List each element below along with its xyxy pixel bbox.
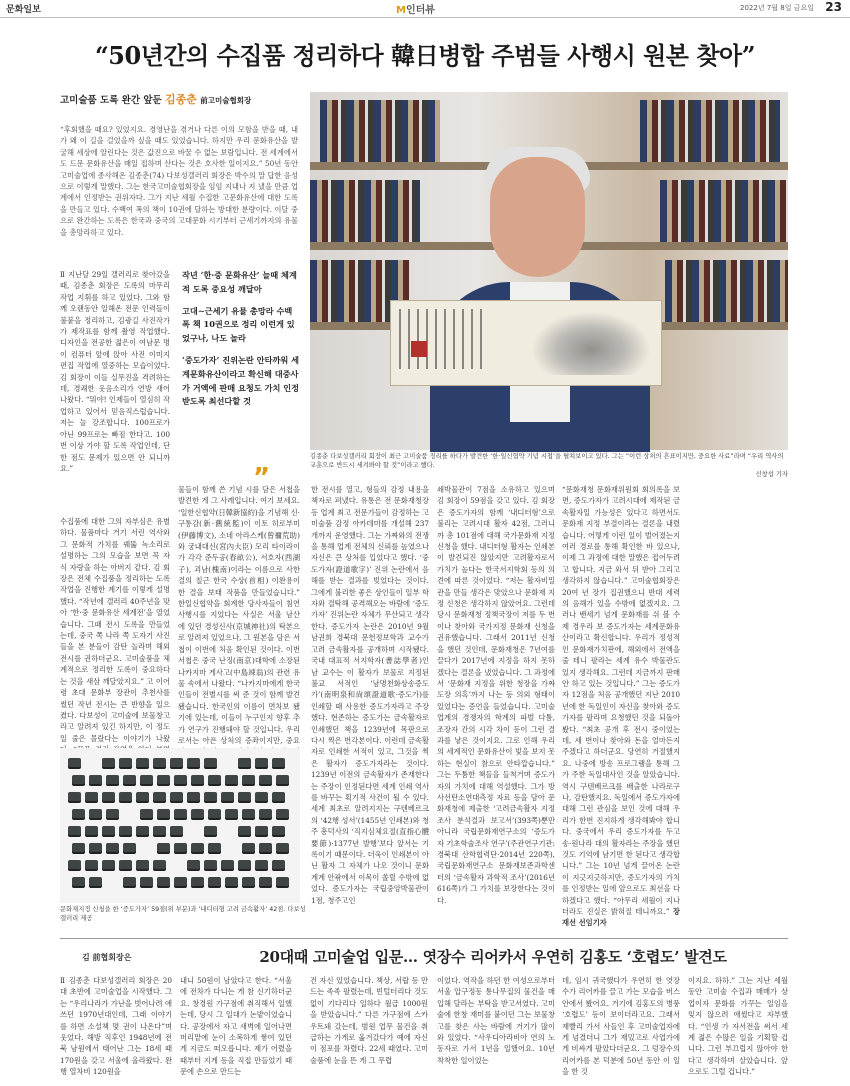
sidebar-column-3: 건 자신 있었습니다. 책상, 서랍 등 만드는 족족 팔렸는데, 빈털터리다 것도 없이 기다리다 일하다 월급 1000원을 받았습니다.” 다른 가구점에 스카우트돼 갔는데, 범원 업무 물건을 취급하는 가게로 옮겨갔다가 예에 자신이 점포를 차렸다. 22세 때였다. 고미술품에 눈을 뜬 게 그 무렵 — [310, 976, 428, 1065]
books-row — [665, 260, 788, 322]
metal-type-piece — [221, 860, 234, 869]
metal-type-piece — [187, 758, 200, 767]
metal-type-piece — [204, 826, 217, 835]
metal-type-piece — [272, 860, 285, 869]
photo-caption — [310, 452, 788, 479]
metal-type-piece — [187, 792, 200, 801]
metal-type-piece — [208, 809, 221, 818]
photo-caption-text: 김종춘 다보성갤러리 회장이 최근 고미술품 정리를 하다가 발견한 ‘한·일신협약 기념 시첩’을 펼쳐보이고 있다. 그는 “이런 상처의 흔표이지만, 중요한 사료”라며 “우리 역사의 교훈으로 반드시 세겨봐야 할 것”이라고 했다. — [310, 453, 784, 469]
metal-type-piece — [221, 792, 234, 801]
byline: 장재선 선임기자 — [562, 907, 680, 928]
metal-type-piece — [157, 775, 170, 784]
metal-type-piece — [136, 860, 149, 869]
section-divider — [60, 938, 788, 939]
metal-type-piece — [238, 826, 251, 835]
sidebar-headline: 20대때 고미술업 입문… 엿장수 리어카서 우연히 김홍도 ‘호렵도’ 발견도 — [259, 948, 727, 966]
metal-type-piece — [119, 826, 132, 835]
interview-photo — [310, 92, 788, 450]
body-column-5-text: “문화재청 문화재위원회 회의록을 보면, 증도가자가 고려시대에 제작된 금속활자일 가능성은 있다고 하면서도 문화재 지정 부결이라는 결론을 내렸습니다. 어떻게 이런 일이 벌어졌는지 여러 경로를 통해 확인한 바 있으나, 이제 그 과정에 대한 말했은 접어두려고 합니다. 지금 와서 뒤 받아 그리고 생각하지 않습니다.” 고미술협회장은 20여 년 장가 집권했으니 반대 세력의 음해가 있을 수밖에 없겠지요. 그러나 밴세기 넘게 문화재를 쉬 볼 수 제 경우라 보 증도가자는 세계문화유산이라고 확신합니다. 우리가 정성적인 문화재가치판에, 해외에서 전액을 줄 테니 팔라는 세계 유수 박물관도 있지 생각해요. 그런데 지금까지 판매 안 하고 있는 것입니다.” 그는 증도가자 12점을 처음 공개했던 지난 2010년에 한 독일인이 자신을 찾아와 증도가자를 팔라며 요청했던 것을 되돌아봤다. “최초 공개 후 전시 중이었는데, 세 번이나 찾아와 돈을 얼마든지 주겠다고 하더군요. 당연히 거절했지요. 나중에 방송 프로그램을 통해 그가 주한 독일대사인 것을 알았습니다. 역시 구텐베르크를 배출한 나라로구나, 감탄했지요. 독일에서 증도가자에 대해 그런 관심을 보인 것에 대해 우리가 한번 진지하게 생각해봐야 합니다. 중국에서 우리 증도가자를 두고 송·원나라 대의 활자라는 주장을 했던 것도 기억에 남기면 한 된다고 생각합니다.” 그는 10년 넘게 끌어온 논란이 지긋지긋하지만, 증도가자의 가치를 인정받는 일에 앞으로도 최선을 다하겠다고 했다. “아무리 세월이 지나더라도 진실은 밝혀질 테니까요.” — [562, 485, 680, 917]
books-row — [640, 100, 780, 162]
pull-quote-3: ‘중도가자’ 진위논란 안타까워 세계문화유산이라고 확신해 대중사가 거액에 판매 요청도 가치 인정받도록 최선다할 것 — [182, 354, 300, 407]
metal-type-piece — [136, 826, 149, 835]
metal-type-piece — [106, 809, 119, 818]
metal-type-piece — [259, 809, 272, 818]
sidebar-column-2: 내니 50원이 남았다고 한다. “서울에 전차가 다니는 게 참 신기하더군요. 창경원 가구점에 취직해서 일했는데, 당시 그 일대가 논밭이었습니다. 공장에서 자고 새벽에 일어나면 머리맡에 눈이 소복하게 쌓여 있던 게 지금도 떠오릅니다. 제가 어렸을 때부터 지게 등을 직접 만들었기 때문에 손으로 만드는 — [180, 976, 292, 1077]
metal-type-photo — [60, 748, 300, 903]
section-name: 인터뷰 — [405, 5, 435, 16]
metal-type-piece — [123, 843, 136, 852]
metal-type-piece — [191, 877, 204, 886]
metal-type-piece — [157, 877, 170, 886]
metal-type-piece — [208, 843, 221, 852]
pull-quote-box — [182, 269, 300, 417]
publication-name: 문화일보 — [6, 5, 41, 15]
metal-type-piece — [106, 843, 119, 852]
metal-type-piece — [72, 843, 85, 852]
body-column-2: 물들이 함께 쓴 기념 시를 담은 서첩을 발견한 게 그 사례입니다. 여기 보세요. ‘일한신협약(日韓新協約)을 기념해 신·구통감(新·舊統監)이 이토 히로부미(伊藤博文), 소네 아라스케(曾禰荒助)와 궁내대신(宮內大臣) 모리 타이라이가 각각 준두공(春畝公), 서호자(西湖子), 괴남(槐南)이라는 이름으로 사한 결의 칠근 한국 수상(首相) 이완용이 한 결을 보태 작품을 만들었습니다.” 한일신협약을 회계한 당사자들이 침연 사행시를 지었다는 사실은 서울 남산에 있던 경성신사(京城神社)의 탁본으로 알려져 있었으나, 그 원본을 담은 서첩이 이번에 처음 확인된 것이다. 이번 서첩은 중국 난징(南京)대학에 소장된 나카지마 게사고(中島竦翁)의 관련 유물 속에서 나왔다. “나카지마에게 한국인들이 전별시를 써 준 것이 함께 발견됐습니다. 한국인의 이름이 면차보 됐기에 있는데, 이들이 누구인지 향후 추가 연구가 진행돼야 할 것입니다. 우리로서는 아픈 상처의 증좌이지만, 중요 — [178, 485, 300, 745]
metal-type-piece — [259, 775, 272, 784]
subhead-name: 김종춘 — [165, 93, 197, 106]
lead-paragraph: “후회했을 때요? 있었지요. 경영난을 겪거나 다른 이의 모함을 받을 때, 내가 왜 이 길을 걸었을까 싶을 때도 있었습니다. 하지만 우리 문화유산을 발굴해 세상에 알린다는 것은 값진으로 바꿀 수 없는 보람입니다. 전 세계에서도 드문 문화유산을 매일 접하며 산다는 것은 호사한 일이지요.” 50년 동안 고미술업에 종사해온 김종춘(74) 다보성갤러리 회장은 박수의 말 답한 음성으로 이렇게 말했다. 그는 한국고미술협회장을 임임 지내나 지 냈을 만큼 업계에서 인정받는 권위자다. 그가 지난 세월 수집한 고문화유산에 대한 도록을 만들고 있다. 수백여 폭의 책이 10권에 달하는 방대한 분량이다. 이달 중으로 완간하는 도록은 한국과 중국의 고대문화 시기부터 근세기까지의 유물을 총망라하고 있다. — [60, 125, 298, 237]
sidebar-column-4: 이었다. 역작을 하던 한 여성으로부터 서울 압구정동 통나무집의 물건을 매입해 달라는 부탁을 받고서였다. 고미술에 한창 재미를 붙이던 그는 보물창고를 찾은 사는 바람에 거기가 많이 와 있었다. “사우디아라비아 연의 노동자로 가서 1년을 일했어요. 10년 착착한 일이었는 — [437, 976, 555, 1065]
metal-type-piece — [276, 843, 289, 852]
metal-type-piece — [204, 758, 217, 767]
metal-type-piece — [225, 775, 238, 784]
metal-type-piece — [68, 826, 81, 835]
commemorative-scroll — [390, 300, 662, 386]
sidebar-column-1: Ⅱ 김종춘 다보성갤러리 회장은 20대 초반에 고미술업을 시작했다. 그는 “우리나라가 가난을 벗어나려 애쓰던 1970년대인데, 그래 이야기를 하면 소설책 몇 권이 나온다”며 웃었다. 해방 직후인 1948년에 전북 남원에서 태어난 그는 18세 때 170원을 갖고 서울에 올라왔다. 완행 열차비 120원을 — [60, 976, 172, 1077]
metal-type-piece — [238, 758, 251, 767]
metal-type-piece — [204, 792, 217, 801]
metal-type-piece — [238, 792, 251, 801]
metal-type-piece — [153, 758, 166, 767]
metal-type-piece — [204, 860, 217, 869]
page-number: 23 — [825, 0, 842, 14]
metal-type-piece — [102, 758, 115, 767]
metal-type-piece — [255, 826, 268, 835]
metal-type-piece — [276, 809, 289, 818]
quote-mark-icon: ” — [253, 463, 265, 493]
metal-type-piece — [272, 826, 285, 835]
sidebar-label: 김 前협회장은 — [82, 953, 132, 962]
metal-type-piece — [225, 809, 238, 818]
sidebar-column-5: 데, 임시 귀국했다가 우연히 한 엿장수가 리어카를 끌고 가는 모습을 버스 안에서 봤어요. 거기에 김홍도의 병풍 ‘호렵도’ 등이 보이더라고요. 그래서 재빨리 가서 사들인 후 고미술업자에게 넘겼더니 그가 재밌고로 사업가에게 비싸게 팔았다더군요. 그 덩장수의 리어카를 본 덕분에 50년 동안 이 일을 한 것 — [562, 976, 680, 1077]
metal-type-piece — [208, 877, 221, 886]
metal-type-piece — [72, 775, 85, 784]
metal-type-piece — [170, 792, 183, 801]
metal-type-piece — [153, 860, 166, 869]
metal-type-piece — [255, 792, 268, 801]
metal-type-piece — [187, 860, 200, 869]
metal-type-piece — [157, 809, 170, 818]
red-seal — [411, 341, 427, 357]
metal-type-piece — [136, 758, 149, 767]
metal-type-piece — [191, 843, 204, 852]
metal-type-piece — [191, 809, 204, 818]
metal-type-piece — [136, 792, 149, 801]
metal-type-piece — [255, 860, 268, 869]
metal-type-piece — [225, 877, 238, 886]
sidebar-column-6: 이지요. 하하.” 그는 지난 세월 동안 고미술 수집과 매매가 상업이자 문화를 가꾸는 일임을 잊지 않으려 애썼다고 자부했다. “인생 가 자서전을 써서 세계 젊은 수많은 일을 기획할 겁니다. 그런 부끄럽지 않아야 한다고 생각하며 살았습니다. 앞으로도 그럴 겁니다.” — [688, 976, 788, 1077]
metal-type-piece — [170, 758, 183, 767]
metal-type-piece — [123, 775, 136, 784]
books-row — [660, 180, 788, 242]
metal-type-piece — [119, 792, 132, 801]
face — [490, 157, 585, 277]
metal-type-piece — [208, 775, 221, 784]
metal-type-caption: 문화재지정 신청을 한 ‘증도가자’ 59점(위 부분)과 ‘내디터형 고려 금속활자’ 42점. 다보성갤러리 제공 — [60, 906, 306, 922]
metal-type-piece — [276, 775, 289, 784]
body-column-1b: 수집품에 대한 그의 자부심은 유별하다. 물품마다 거기 서린 역사와 그 문화적 가치를 꿰뚫 녹소리로 설명하는 그의 모습을 보면 꼭 자식 자랑을 하는 아버지 같다. 김 회장은 전체 수집품을 정리하는 도록 작업을 진행한 계기를 이렇게 설명했다. “작년에 갤러리 40주년을 맞아 ‘한·중 문화유산 세계전’을 열었습니다. 그때 전시 도록을 만들었는데, 중국 쪽 나라 쪽 도자기 사진들을 본 분들이 감탄 놀라며 해외 전시를 권하더군요. 고미술품을 체계적으로 정리한 도록이 중요하다는 것을 새삼 깨달았지요.” 고 이어령 초대 문화부 장관이 추천사를 썼던 작년 전시는 큰 반향을 일으켰다. 다보성이 고미술에 보물창고라고 알려져 있긴 하지만, 이 정도일 줄은 몰랐다는 이야기가 나왔 — [60, 517, 170, 743]
section-m-logo: M — [396, 5, 406, 16]
metal-type-piece — [140, 877, 153, 886]
metal-type-piece — [68, 792, 81, 801]
metal-type-piece — [102, 860, 115, 869]
metal-type-piece — [238, 860, 251, 869]
metal-type-piece — [85, 826, 98, 835]
metal-type-piece — [170, 826, 183, 835]
metal-type-piece — [174, 775, 187, 784]
metal-type-piece — [174, 809, 187, 818]
metal-type-piece — [106, 775, 119, 784]
metal-type-piece — [174, 843, 187, 852]
page-header — [0, 0, 850, 18]
metal-type-piece — [85, 860, 98, 869]
metal-type-piece — [140, 809, 153, 818]
metal-type-piece — [276, 877, 289, 886]
metal-type-piece — [157, 843, 170, 852]
subhead-prefix: 고미술품 도록 완간 앞둔 — [60, 95, 162, 106]
subhead-title: 前고미술협회장 — [200, 96, 252, 105]
metal-type-piece — [68, 860, 81, 869]
body-column-1: Ⅱ 지난달 29일 갤러리로 찾아갔을 때, 김종춘 회장은 도록의 마무리 작업 지휘를 하고 있었다. 그와 함께 오랜동안 일해온 전문 인력들이 불붙을 정리하고, 김광길 사진작가가 제작표를 함께 촬영 작업했다. 디자인을 전공한 젊은이 여남문 명이 컴퓨터 앞에 앉아 사진 이미지 편집 작업에 열중하는 모습이었다. 김 회장이 이들 실무진을 격려하는데, 경쾌한 웃음소리가 연방 새어 나왔다. “뭐야! 인제들이 열심히 작업하고 있어서 믿음직스럽습니다. 저는 늘 강조합니다. 100프로가 아닌 99프로는 빠짐 한다고. 100번 이상 가야 할 도록 작업인데, 단 한 점도 문제가 있으면 안 되니까요.” — [60, 270, 170, 473]
body-column-3: 한 전시를 열고, 형들의 감정 내용을 책자로 펴냈다. 유통은 전 문화재청장 등 업계 최고 전문가들이 감정하는 고미술품 감정 아카데미를 개설해 237개까지 운영했다. 그는 가짜와의 전쟁을 통해 업계 전체의 신뢰를 높였으나 자신은 큰 상처를 입었다고 했다. ‘중도가자(證道歌字)’ 진위 논란에서 음해를 받는 결과를 빚었다는 것이다. 그에게 불리한 좋은 상인들이 일부 학자와 결탁해 공격해오는 바람에 ‘증도가자’ 진위논란 자체가 무산되고 생각한다. 증도가자 논란은 2010년 9월 남권희 경북대 문헌정보학과 교수가 고려 금속활자를 공개하며 시작됐다. 국내 대표적 서지학자(書誌學者)인 남 교수는 이 활자가 보물로 지정된 불교 서적인 ‘남명천화상송증도가’(南明泉和尙頌證道歌·증도가)를 인쇄할 때 사용한 증도가자라고 주장했다. 현존하는 증도가는 금속활자로 인쇄했던 책을 1239년에 목판으로 다시 찍은 번각본이다. 이런데 금속활자로 인쇄한 서적이 있고, 그것을 찍은 활자가 증도가자라는 것이다. 1239년 이전의 금속활자가 존재한다는 주장이 인정된다면 세계 인쇄 역사를 바꾸는 획기적 사건이 될 수 있다. 세계 최초로 알려지지는 구텐베르크의 ‘42행 성서’(1455년 인쇄본)와 청주 흥덕사의 ‘직지심체요절(直指心體要節)·1377년 발행’보다 앞서는 기록이기 때문이다. 더욱이 인쇄본이 아닌 활자 그 자체가 나오 것이니 문화계계 안팎에서 이목이 쏠릴 수밖에 없었다. 증도가자는 국립중앙박물관이 1점, 청주고인 — [311, 485, 429, 905]
metal-type-piece — [174, 877, 187, 886]
section-label — [396, 1, 435, 16]
metal-type-piece — [272, 792, 285, 801]
books-row — [310, 180, 420, 242]
portrait-figure — [430, 132, 630, 450]
metal-type-piece — [89, 843, 102, 852]
books-row — [320, 100, 440, 162]
metal-type-piece — [89, 877, 102, 886]
metal-type-piece — [68, 758, 81, 767]
metal-type-piece — [72, 809, 85, 818]
metal-type-piece — [89, 775, 102, 784]
metal-type-piece — [85, 792, 98, 801]
metal-type-piece — [272, 758, 285, 767]
calligraphy — [399, 309, 489, 369]
metal-type-piece — [242, 877, 255, 886]
metal-type-piece — [153, 826, 166, 835]
metal-type-piece — [191, 775, 204, 784]
ink-painting — [531, 311, 651, 375]
metal-type-piece — [242, 843, 255, 852]
metal-type-piece — [89, 809, 102, 818]
pull-quote-2: 고대∼근세기 유물 총망라 수백폭 책 10권으로 정리 이런게 있었구나, 나도 놀라 — [182, 305, 295, 344]
body-column-5 — [562, 484, 680, 928]
metal-type-piece — [242, 809, 255, 818]
metal-type-piece — [102, 826, 115, 835]
metal-type-piece — [259, 877, 272, 886]
body-column-4: 쇄박물관이 7점을 소유하고 있으며 김 회장이 59점을 갖고 있다. 김 회장은 증도가자의 함께 ‘내디터형’으로 불리는 고려시대 활자 42점, 그러니까 총 101점에 대해 국가문화재 지정 신청을 했다. 내디터형 활자는 인쇄본이 발견되진 않았지만 고려활자로서 가치가 높다는 한국서지학회 등의 의견에 따른 것이었다. “저는 활자비밀관을 만들 생각은 맞았으나 문화재 지정 신청은 생각하지 않았어요. 그런데 당시 문화재청 정책국장이 저를 두 번이나 찾아와 국가지정 문화재 신청을 권유했습니다. 그래서 2011년 신청을 했던 것인데, 문화재청은 7년여를 끌다가 2017년에 지정을 하지 못하겠다는 결론을 냈었습니다. 그 과정에서 ‘문화재 지정을 위한 청장을 가짜도장 의혹’까지 나는 등 의외 형태이 있었다는 증언을 들었습니다. 고미술업계의 경쟁자의 학계의 파벌 다툼, 조장자 간의 시각 차이 등이 그런 결과를 낳은 것이지요. 그로 인해 우리의 세계적인 문화유산이 빛을 보지 못하는 현실이 참으로 안타깝습니다.” 그는 두툼한 책들을 들척거며 증도가자의 가치에 대해 역설했다. 그가 방사선탄소연대측정 자료 등을 담아 문화재청에 제출한 ‘고려금속활자 지정조사 분석결과 보고서’(393쪽)뿐만 아니라 국립문화재연구소의 ‘증도가자 기초학술조사 연구’(주관연구기관:경북대 산학협력단·2014년 220쪽), 국립문화재연구소 문화재보존과학센터의 ‘금속활자 과학적 조사’(2016년 616쪽)가 그 가치를 보장한다는 것이다. — [437, 485, 555, 905]
metal-type-piece — [119, 860, 132, 869]
metal-type-piece — [153, 792, 166, 801]
metal-type-piece — [119, 758, 132, 767]
main-headline: “50년간의 수집품 정리하다 韓日병합 주범들 사행시 원본 찾아” — [94, 41, 756, 70]
metal-type-piece — [255, 758, 268, 767]
metal-type-piece — [140, 775, 153, 784]
subheadline — [60, 91, 290, 107]
metal-type-piece — [123, 877, 136, 886]
metal-type-piece — [72, 877, 85, 886]
pull-quote-1: 작년 ‘한·중 문화유산’ 늘때 체계적 도록 중요성 깨달아 — [182, 270, 297, 294]
photo-credit: 신창섭 기자 — [755, 471, 788, 478]
metal-type-piece — [259, 843, 272, 852]
metal-type-piece — [102, 792, 115, 801]
issue-date: 2022년 7월 8일 금요일 — [740, 4, 814, 12]
metal-type-piece — [242, 775, 255, 784]
